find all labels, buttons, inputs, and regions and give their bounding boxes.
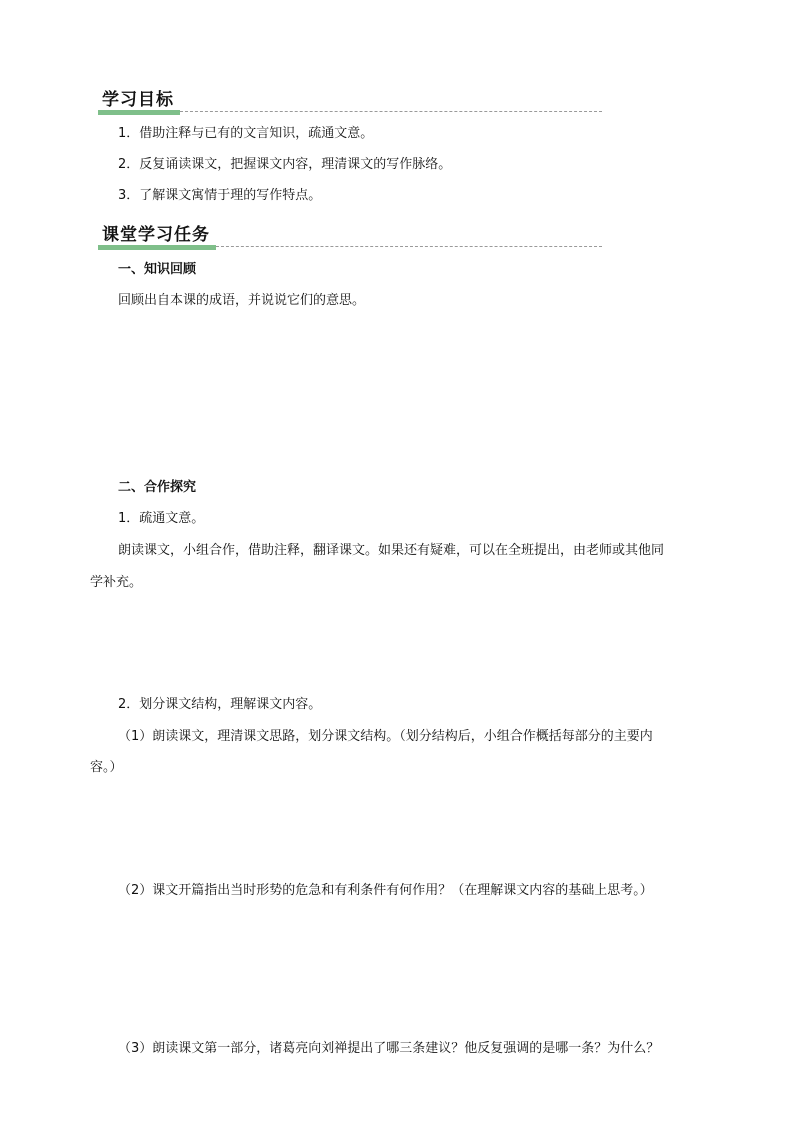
question: （2）课文开篇指出当时形势的危急和有利条件有何作用？（在理解课文内容的基础上思考。）: [118, 883, 653, 898]
section-header-underline: [98, 245, 216, 250]
question: 容。）: [90, 760, 123, 775]
objective-item: 3．了解课文寓情于理的写作特点。: [118, 188, 322, 203]
dashed-divider: [216, 246, 602, 247]
item-title: 2．划分课文结构，理解课文内容。: [118, 697, 322, 712]
section-title: 学习目标: [102, 90, 174, 110]
objective-item: 1．借助注释与已有的文言知识，疏通文意。: [118, 126, 374, 141]
paragraph: 回顾出自本课的成语，并说说它们的意思。: [118, 293, 366, 308]
paragraph: 朗读课文，小组合作，借助注释，翻译课文。如果还有疑难，可以在全班提出，由老师或其他同: [118, 543, 665, 558]
section-header-objectives: [98, 90, 602, 112]
item-title: 1．疏通文意。: [118, 511, 205, 526]
objective-item: 2．反复诵读课文，把握课文内容，理清课文的写作脉络。: [118, 157, 452, 172]
section-header-underline: [98, 110, 180, 115]
dashed-divider: [180, 111, 602, 112]
question: （1）朗读课文，理清课文思路，划分课文结构。（划分结构后，小组合作概括每部分的主要内: [118, 729, 653, 744]
part-heading: 二、合作探究: [118, 480, 197, 495]
paragraph: 学补充。: [90, 575, 143, 590]
question: （3）朗读课文第一部分，诸葛亮向刘禅提出了哪三条建议？他反复强调的是哪一条？为什么？: [118, 1041, 660, 1056]
part-heading: 一、知识回顾: [118, 262, 197, 277]
section-title: 课堂学习任务: [102, 225, 210, 245]
section-header-tasks: [98, 225, 602, 247]
